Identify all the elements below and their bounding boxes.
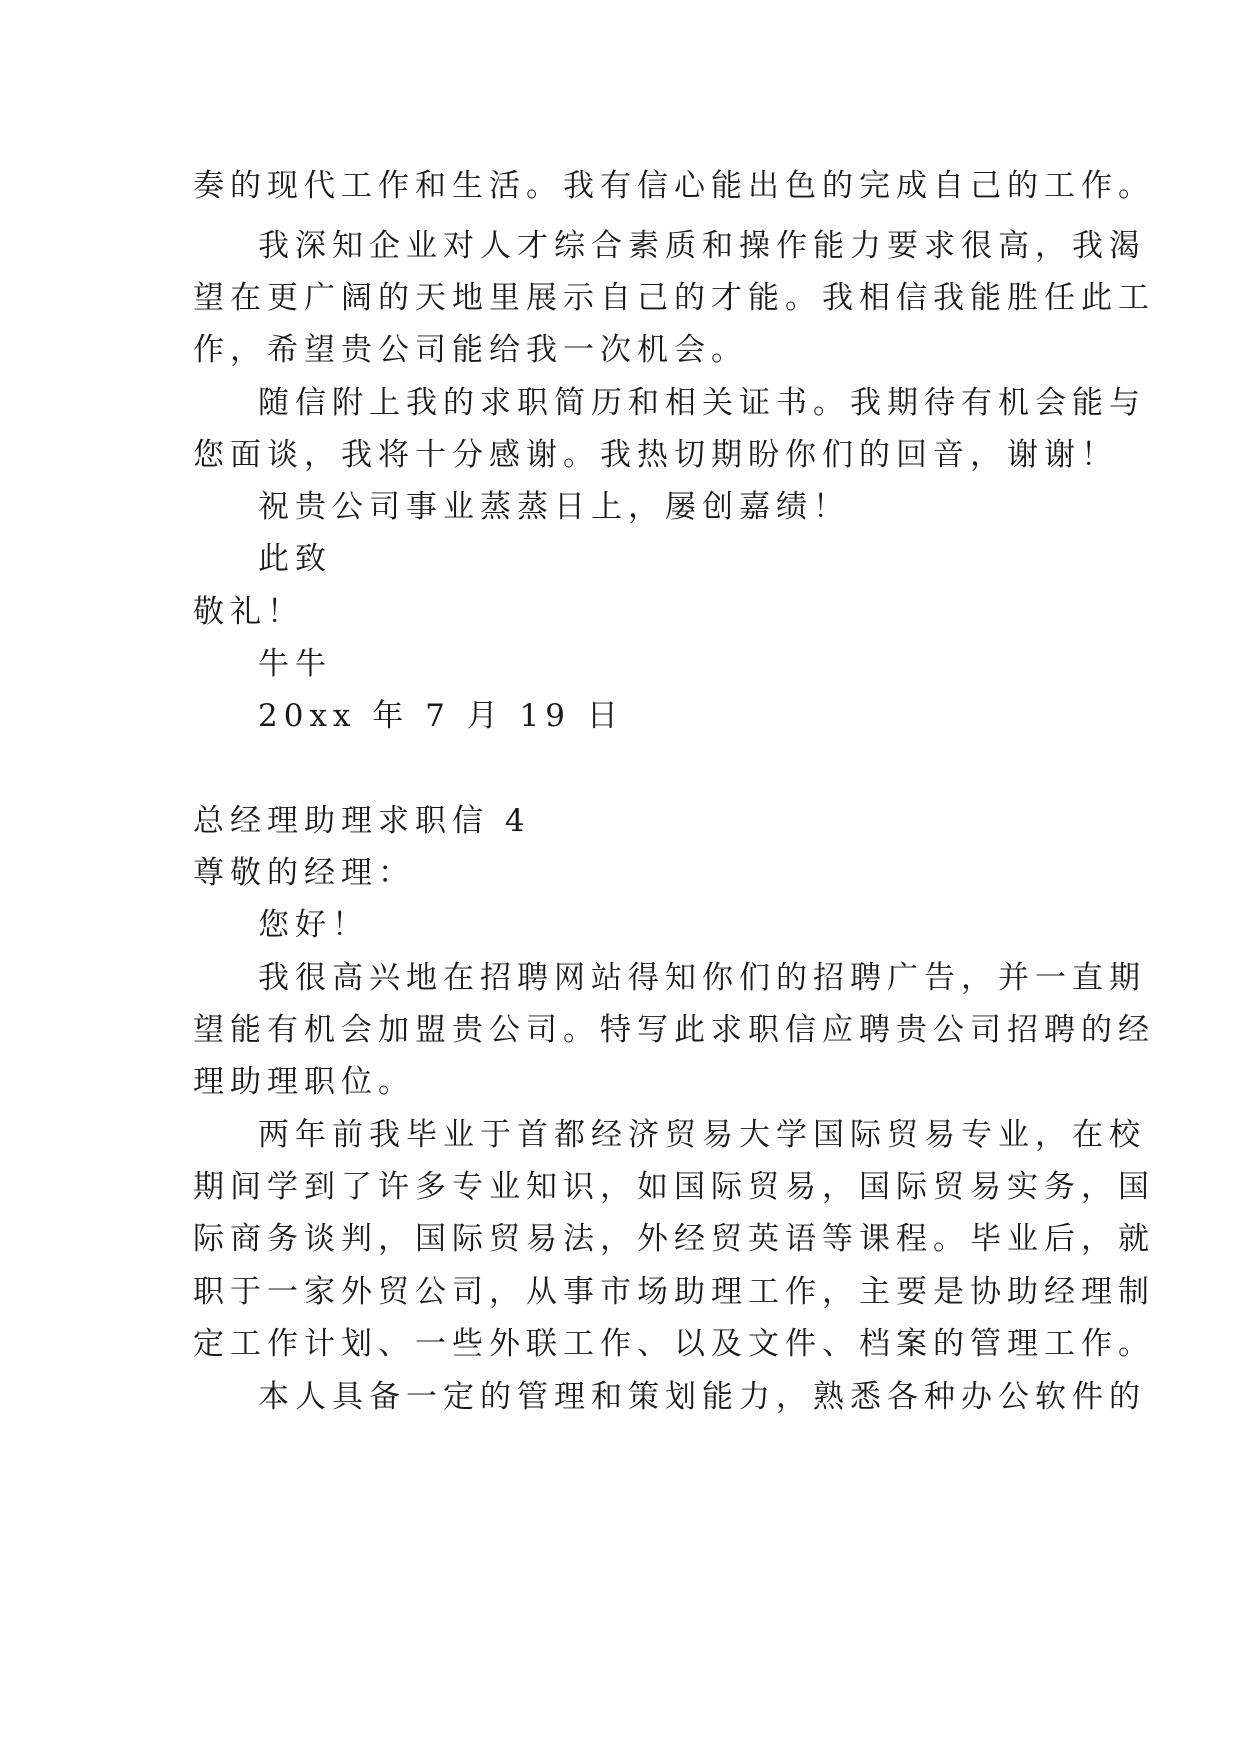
greeting: 尊敬的经理： [193,855,415,891]
text-line: 理助理职位。 [193,1064,415,1100]
text-line: 期间学到了许多专业知识，如国际贸易，国际贸易实务，国 [193,1169,1155,1205]
closing-regards: 敬礼！ [193,594,304,630]
signature-date: 20xx 年 7 月 19 日 [258,698,624,734]
text-line: 望在更广阔的天地里展示自己的才能。我相信我能胜任此工 [193,280,1155,316]
text-line: 望能有机会加盟贵公司。特写此求职信应聘贵公司招聘的经 [193,1012,1155,1048]
text-line: 作，希望贵公司能给我一次机会。 [193,332,748,368]
text-line: 两年前我毕业于首都经济贸易大学国际贸易专业，在校 [258,1117,1146,1153]
text-line: 本人具备一定的管理和策划能力，熟悉各种办公软件的 [258,1379,1146,1415]
text-line: 际商务谈判，国际贸易法，外经贸英语等课程。毕业后，就 [193,1221,1155,1257]
closing-salutation: 此致 [258,541,332,577]
greeting-hello: 您好！ [258,907,369,943]
text-line: 职于一家外贸公司，从事市场助理工作，主要是协助经理制 [193,1274,1155,1310]
text-line: 您面谈，我将十分感谢。我热切期盼你们的回音，谢谢！ [193,437,1118,473]
text-line: 定工作计划、一些外联工作、以及文件、档案的管理工作。 [193,1326,1155,1362]
text-line: 奏的现代工作和生活。我有信心能出色的完成自己的工作。 [193,168,1155,204]
text-line: 我深知企业对人才综合素质和操作能力要求很高，我渴 [258,228,1146,264]
text-line: 我很高兴地在招聘网站得知你们的招聘广告，并一直期 [258,960,1146,996]
section-title: 总经理助理求职信 4 [193,803,531,839]
signature-name: 牛牛 [258,646,332,682]
text-line: 祝贵公司事业蒸蒸日上，屡创嘉绩！ [258,489,850,525]
text-line: 随信附上我的求职简历和相关证书。我期待有机会能与 [258,385,1146,421]
